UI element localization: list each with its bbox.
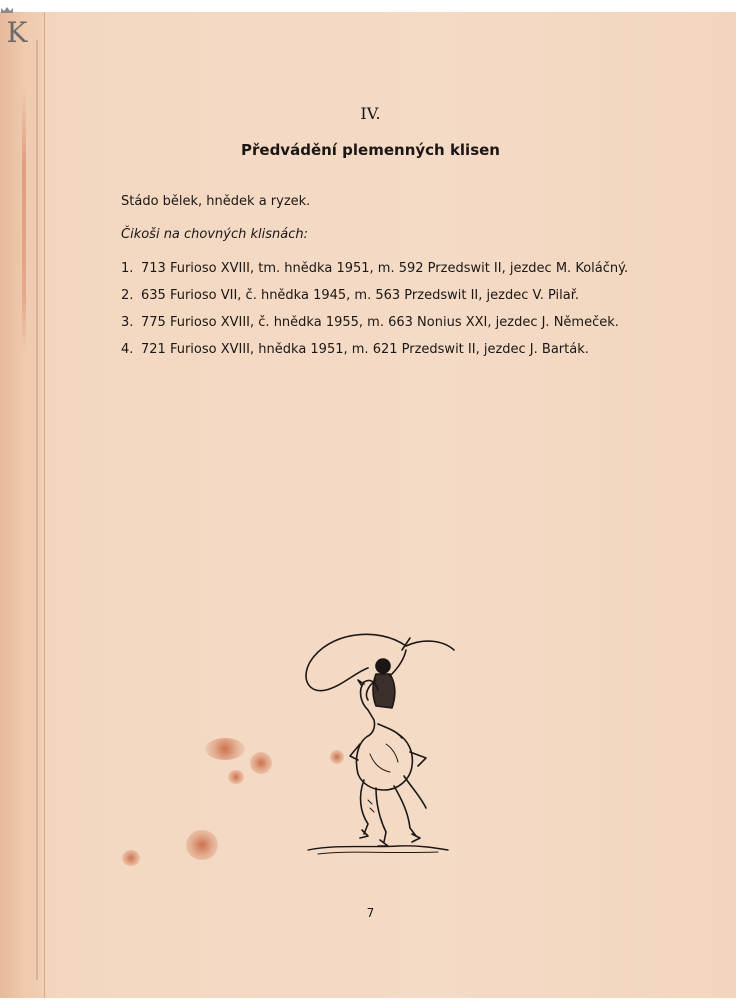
rider-with-whip-icon bbox=[298, 624, 458, 856]
section-heading: Předvádění plemenných klisen bbox=[241, 141, 500, 159]
stain-mark bbox=[122, 850, 140, 866]
entry-text: 635 Furioso VII, č. hnědka 1945, m. 563 Przedswit II, jezdec V. Pilař. bbox=[141, 288, 579, 303]
library-logo: K bbox=[6, 16, 28, 49]
fold-line bbox=[36, 40, 38, 980]
stain-mark bbox=[330, 750, 344, 764]
entry-number: 4. bbox=[121, 342, 134, 357]
entry-number: 2. bbox=[121, 288, 134, 303]
entry-text: 775 Furioso XVIII, č. hnědka 1955, m. 663 Nonius XXI, jezdec J. Němeček. bbox=[141, 315, 619, 330]
list-item bbox=[121, 340, 681, 359]
list-subtitle: Čikoši na chovných klisnách: bbox=[121, 227, 309, 242]
intro-text: Stádo bělek, hnědek a ryzek. bbox=[121, 194, 311, 209]
entries-list bbox=[121, 259, 681, 367]
stain-mark bbox=[186, 830, 218, 860]
entry-number: 3. bbox=[121, 315, 134, 330]
entry-number: 1. bbox=[121, 261, 134, 276]
page-number: 7 bbox=[366, 906, 375, 920]
list-item bbox=[121, 286, 681, 305]
chapter-number: IV. bbox=[360, 104, 381, 123]
stain-mark bbox=[228, 770, 244, 784]
list-item bbox=[121, 259, 681, 278]
entry-text: 721 Furioso XVIII, hnědka 1951, m. 621 Przedswit II, jezdec J. Barták. bbox=[141, 342, 589, 357]
crown-icon bbox=[0, 6, 14, 14]
stain-mark bbox=[205, 738, 245, 760]
edge-discoloration bbox=[22, 90, 26, 350]
list-item bbox=[121, 313, 681, 332]
entry-text: 713 Furioso XVIII, tm. hnědka 1951, m. 592 Przedswit II, jezdec M. Koláčný. bbox=[141, 261, 629, 276]
stain-mark bbox=[250, 752, 272, 774]
